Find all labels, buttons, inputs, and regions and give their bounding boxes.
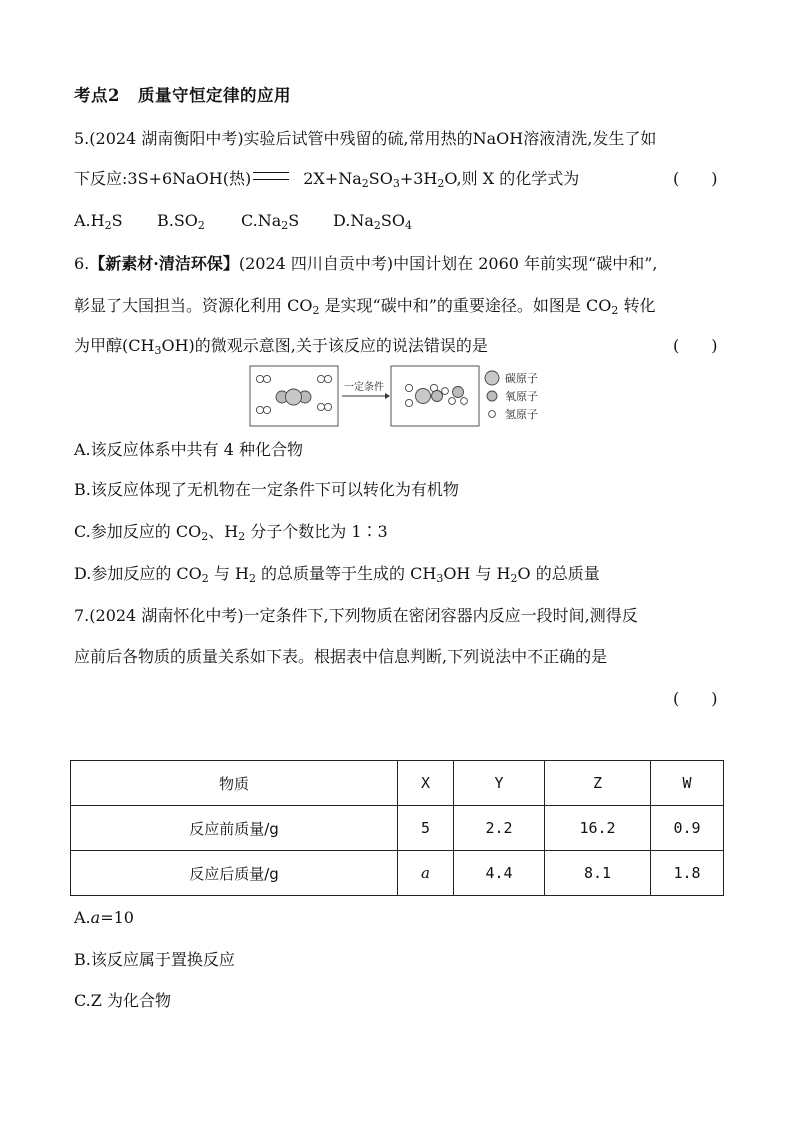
table-cell: 8.1 [545,851,651,896]
q7-line2: 应前后各物质的质量关系如下表。根据表中信息判断,下列说法中不正确的是 [74,647,608,666]
carbon-atom-icon [485,371,499,385]
table-header-cell: 物质 [71,761,398,806]
q6-option-c: C.参加反应的 $CO_2$、$H_2$ 分子个数比为 1∶3 [74,522,388,543]
q6-line1 [74,252,657,276]
q7-option-c: C.Z 为化合物 [74,991,171,1010]
table-cell: 0.9 [651,806,724,851]
q5-answer-paren: ( ) [673,169,718,188]
q6-line3: 为甲醇$(CH_3OH)$的微观示意图,关于该反应的说法错误的是 [74,336,488,357]
table-cell: 5 [398,806,454,851]
q5-option-a: $A.H_2S$ [74,211,123,232]
table-header-cell: X [398,761,454,806]
q7-answer-paren: ( ) [673,689,718,708]
equation-equals-sign [253,172,289,180]
table-cell: 2.2 [454,806,545,851]
subscript: 2 [361,177,369,190]
q5-reactants: 下反应:3S+6NaOH(热) [74,169,252,188]
table-cell: 反应前质量/g [71,806,398,851]
oxygen-atom-icon [487,391,497,401]
table-header-row [71,761,724,806]
q6-option-d: D.参加反应的 $CO_2$ 与 $H_2$ 的总质量等于生成的 $CH_3OH$ 与 $H_2O$ 的总质量 [74,564,600,585]
q5-question-tail: O,则 X 的化学式为 [444,169,580,188]
q5-option-d: $D.Na_2SO_4$ [333,211,412,232]
section-title: 质量守恒定律的应用 [137,86,291,105]
q7-line1: 7.(2024 湖南怀化中考)一定条件下,下列物质在密闭容器内反应一段时间,测得反 [74,606,638,625]
reaction-micro-diagram [249,365,551,427]
q6-source: (2024 四川自贡中考)中国计划在 2060 年前实现“碳中和”, [238,254,658,273]
subscript: 3 [392,177,400,190]
reaction-condition-label: 一定条件 [344,382,384,393]
table-row [71,806,724,851]
q7-option-b: B.该反应属于置换反应 [74,950,235,969]
section-heading [74,84,291,108]
mass-table [70,760,724,896]
q6-answer-paren: ( ) [673,336,718,355]
table-cell: 反应后质量/g [71,851,398,896]
section-number: 考点2 [74,86,120,105]
table-cell: a [398,851,454,896]
table-cell: 16.2 [545,806,651,851]
q7-option-a: A.a=10 [74,908,134,927]
legend-carbon: 碳原子 [505,372,538,385]
q5-line1: 5.(2024 湖南衡阳中考)实验后试管中残留的硫,常用热的NaOH溶液清洗,发生了如 [74,129,657,148]
q6-line2: 彰显了大国担当。资源化利用 $CO_2$ 是实现“碳中和”的重要途径。如图是 $CO_2$ 转化 [74,296,656,317]
q5-product-text: SO [368,169,393,188]
diagram-legend [485,371,538,421]
table-cell: 4.4 [454,851,545,896]
q5-option-b: $B.SO_2$ [157,211,205,232]
carbon-dioxide-molecule [276,389,311,405]
table-cell: 1.8 [651,851,724,896]
q5-product-text: 2X+Na [303,169,362,188]
q6-option-a: A.该反应体系中共有 4 种化合物 [74,440,303,459]
table-header-cell: Y [454,761,545,806]
q5-product-text: +3H [399,169,438,188]
q6-number: 6. [74,254,90,273]
q6-tag: 【新素材·清洁环保】 [89,254,239,273]
table-header-cell: W [651,761,724,806]
legend-oxygen: 氧原子 [505,390,538,403]
q5-line2 [74,167,579,191]
table-header-cell: Z [545,761,651,806]
hydrogen-atom-icon [489,411,496,418]
legend-hydrogen: 氢原子 [505,408,538,421]
q6-option-b: B.该反应体现了无机物在一定条件下可以转化为有机物 [74,480,459,499]
table-row [71,851,724,896]
q5-option-c: $C.Na_2S$ [241,211,300,232]
subscript: 2 [437,177,445,190]
